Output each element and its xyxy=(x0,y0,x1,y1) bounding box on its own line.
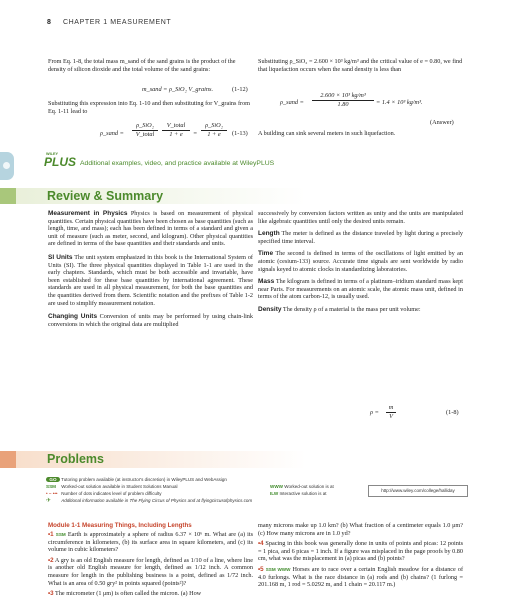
legend-www-text: Worked-out solution is at xyxy=(284,484,334,489)
problem-1-ssm-tag: SSM xyxy=(55,532,66,537)
flying-circus-icon: ✈ xyxy=(46,498,52,504)
problems-legend-right xyxy=(270,483,380,497)
legend-circus-text: Additional information available in The Flying Circus of Physics and at flyingcircusofphysics.com xyxy=(61,498,253,503)
equation-liquefaction xyxy=(280,92,470,116)
eq2-frac1-num: ρ_SiO₂ xyxy=(136,122,154,129)
top-right-para2: A building can sink several meters in such liquefaction. xyxy=(258,130,396,137)
equation-1-12: m_sand = ρ_SiO₂ V_grains. xyxy=(142,86,214,93)
legend-row-www xyxy=(270,483,380,490)
liq-eq-lhs: ρ_sand = xyxy=(280,99,304,106)
solutions-url-box[interactable] xyxy=(368,485,468,497)
legend-row-ilw xyxy=(270,490,380,497)
equation-1-13-label: (1-13) xyxy=(232,130,248,137)
review-si-units-head: SI Units xyxy=(48,253,73,261)
wileyplus-logo-top: WILEY xyxy=(46,152,59,156)
review-left-column xyxy=(48,210,253,328)
review-mass-head: Mass xyxy=(258,278,275,286)
review-time xyxy=(258,250,463,273)
legend-row-go xyxy=(46,476,466,483)
legend-ssm-text: Worked-out solution available in Student Solutions Manual xyxy=(61,484,178,489)
density-eq-den: V xyxy=(386,412,396,420)
problem-3-number: •3 xyxy=(48,590,54,598)
page-number: 8 xyxy=(47,19,51,26)
ssm-icon: SSM xyxy=(46,484,56,489)
eq2-frac3-den: 1 + e xyxy=(201,130,227,138)
solutions-url[interactable]: http://www.wiley.com/college/halliday xyxy=(381,488,455,493)
top-left-para1: From Eq. 1-8, the total mass m_sand of the sand grains is the product of the density of silicon dioxide and the total volume of the sand grains: xyxy=(48,58,236,73)
ilw-icon: ILW xyxy=(270,491,279,496)
density-eq-frac xyxy=(386,404,396,420)
eq2-frac1-den: V_total xyxy=(132,130,158,138)
wileyplus-text: Additional examples, video, and practice available at WileyPLUS xyxy=(80,160,275,167)
eq2-frac2-num: V_total xyxy=(166,122,186,129)
eq2-frac3 xyxy=(201,122,227,138)
problem-5-number: •5 xyxy=(258,565,264,573)
review-length-body: The meter is defined as the distance traveled by light during a precisely specified time interval. xyxy=(258,230,464,245)
chapter-title: CHAPTER 1 MEASUREMENT xyxy=(63,19,172,26)
eq2-frac3-num: ρ_SiO₂ xyxy=(205,122,223,129)
eq2-frac2 xyxy=(162,122,190,138)
problem-1 xyxy=(48,531,253,554)
liq-eq-frac xyxy=(312,92,374,108)
answer-label: (Answer) xyxy=(430,119,454,126)
review-measurement xyxy=(48,210,253,248)
margin-tab-dot xyxy=(3,162,10,169)
problem-3-cont-text: many microns make up 1.0 km? (b) What fraction of a centimeter equals 1.0 μm? (c) How many microns are in 1.0 yd? xyxy=(258,522,463,537)
liq-eq-num: 2.600 × 10³ kg/m³ xyxy=(320,92,366,99)
eq2-frac2-den: 1 + e xyxy=(162,130,190,138)
problems-left-column xyxy=(48,531,253,598)
problem-5-tags: SSM WWW xyxy=(265,566,291,572)
problem-1-text: Earth is approximately a sphere of radius 6.37 × 10⁶ m. What are (a) its circumference in kilometers, (b) its surface area in square kilometers, and (c) its volume in cubic kilometers? xyxy=(48,531,254,554)
review-title-accent xyxy=(0,188,16,204)
review-si-units-body: The unit system emphasized in this book is the International System of Units (SI). The three physical quantities displayed in Table 1-1 are used in the early chapters. Standards, which must be both accessible and invariable, have been established for these base quantities by international agreement. These standards are used in all physical measurement, for both the base quantities and the quantities derived from them. Scientific notation and the prefixes of Table 1-2 are used to simplify measurement notation. xyxy=(48,253,253,307)
problem-3-cont xyxy=(258,522,463,537)
review-title: Review & Summary xyxy=(47,189,164,203)
eq2-frac1 xyxy=(132,122,158,138)
density-equation xyxy=(370,404,410,424)
liq-eq-den: 1.80 xyxy=(312,100,374,108)
module-heading: Module 1-1 Measuring Things, Including Lengths xyxy=(48,522,192,529)
go-icon: GO xyxy=(46,477,60,482)
wileyplus-logo-main: PLUS xyxy=(44,155,77,169)
legend-ilw-text: Interactive solution is at xyxy=(279,491,327,496)
problem-2-number: •2 xyxy=(48,556,54,564)
review-mass xyxy=(258,278,463,301)
problem-4-text: Spacing in this book was generally done in units of points and picas: 12 points = 1 pica, and 6 picas = 1 inch. If a figure was misplaced in the page proofs by 0.80 cm, what was the misplacement in (a) picas and (b) points? xyxy=(258,540,464,563)
review-density-body: The density ρ of a material is the mass per unit volume: xyxy=(282,305,421,313)
problem-5-text: Horses are to race over a certain English meadow for a distance of 4.0 furlongs. What is the race distance in (a) rods and (b) chains? (1 furlong = 201.168 m, 1 rod = 5.0292 m, and 1 chain = 20.117 m.) xyxy=(258,565,464,589)
review-changing-units xyxy=(48,313,253,328)
wileyplus-logo xyxy=(44,152,76,172)
review-measurement-body: Physics is based on measurement of physical quantities. Certain physical quantities have been chosen as base quantities (such as length, time, and mass); each has been defined in terms of a standard and given a unit of measure (such as meter, second, and kilogram). Other physical quantities are defined in terms of the base quantities and their standards and units. xyxy=(48,210,253,248)
review-changing-units-cont-body: successively by conversion factors written as unity and the units are manipulated like algebraic quantities until only the desired units remain. xyxy=(258,210,463,225)
equation-1-12-label: (1-12) xyxy=(232,86,248,93)
review-mass-body: The kilogram is defined in terms of a platinum–iridium standard mass kept near Paris. For measurements on an atomic scale, the atomic mass unit, defined in terms of the atom carbon-12, is usually used. xyxy=(258,278,463,301)
problem-3 xyxy=(48,590,253,598)
eq2-lhs: ρ_sand = xyxy=(100,130,124,137)
problems-right-column xyxy=(258,522,463,589)
problems-title-accent xyxy=(0,451,16,468)
legend-go-text: Tutoring problem available (at instructor's discretion) in WileyPLUS and WebAssign xyxy=(61,477,227,482)
review-time-head: Time xyxy=(258,250,274,258)
review-density-head: Density xyxy=(258,305,282,313)
problem-1-number: •1 xyxy=(48,531,54,538)
problem-2-text: A gry is an old English measure for length, defined as 1/10 of a line, where line is another old English measure for length, defined as 1/12 inch. A common measure for length in the publishing business is a point, defined as 1/72 inch. What is an area of 0.50 gry² in points squared (points²)? xyxy=(48,556,253,587)
review-changing-units-head: Changing Units xyxy=(48,313,98,321)
eq2-equals: = xyxy=(193,130,198,137)
review-measurement-head: Measurement in Physics xyxy=(48,210,128,217)
density-eq-label: (1-8) xyxy=(446,409,459,416)
review-length-head: Length xyxy=(258,230,280,238)
review-changing-units-cont xyxy=(258,210,463,225)
density-eq-lhs: ρ = xyxy=(370,409,379,416)
legend-row-circus xyxy=(46,497,466,505)
review-time-body: The second is defined in terms of the oscillations of light emitted by an atomic (cesium-133) source. Accurate time signals are sent worldwide by radio signals keyed to atomic clocks in standardizing laboratories. xyxy=(258,250,463,273)
review-changing-units-body: Conversion of units may be performed by using chain-link conversions in which the original data are multiplied xyxy=(48,313,253,328)
problem-3-text: The micrometer (1 μm) is often called the micron. (a) How xyxy=(55,590,202,598)
review-length xyxy=(258,230,463,245)
difficulty-dots-icon: • – ••• xyxy=(46,491,58,496)
top-right-para1: Substituting ρ_SiO₂ = 2.600 × 10³ kg/m³ and the critical value of e = 0.80, we find that liquefaction occurs when the sand density is less than xyxy=(258,58,463,73)
problems-title: Problems xyxy=(47,452,104,466)
review-right-column xyxy=(258,210,463,314)
liq-eq-rhs: = 1.4 × 10³ kg/m³. xyxy=(376,99,423,106)
problem-4-number: •4 xyxy=(258,540,264,548)
problem-4 xyxy=(258,540,463,563)
top-left-para2: Substituting this expression into Eq. 1-10 and then substituting for V_grains from Eq. 1-11 lead to xyxy=(48,100,250,115)
problem-5 xyxy=(258,566,463,589)
www-icon: WWW xyxy=(270,484,284,489)
density-eq-num: m xyxy=(388,404,394,411)
review-density xyxy=(258,306,463,314)
review-si-units xyxy=(48,254,253,307)
legend-dots-text: Number of dots indicates level of problem difficulty xyxy=(61,491,162,496)
problem-2 xyxy=(48,557,253,587)
